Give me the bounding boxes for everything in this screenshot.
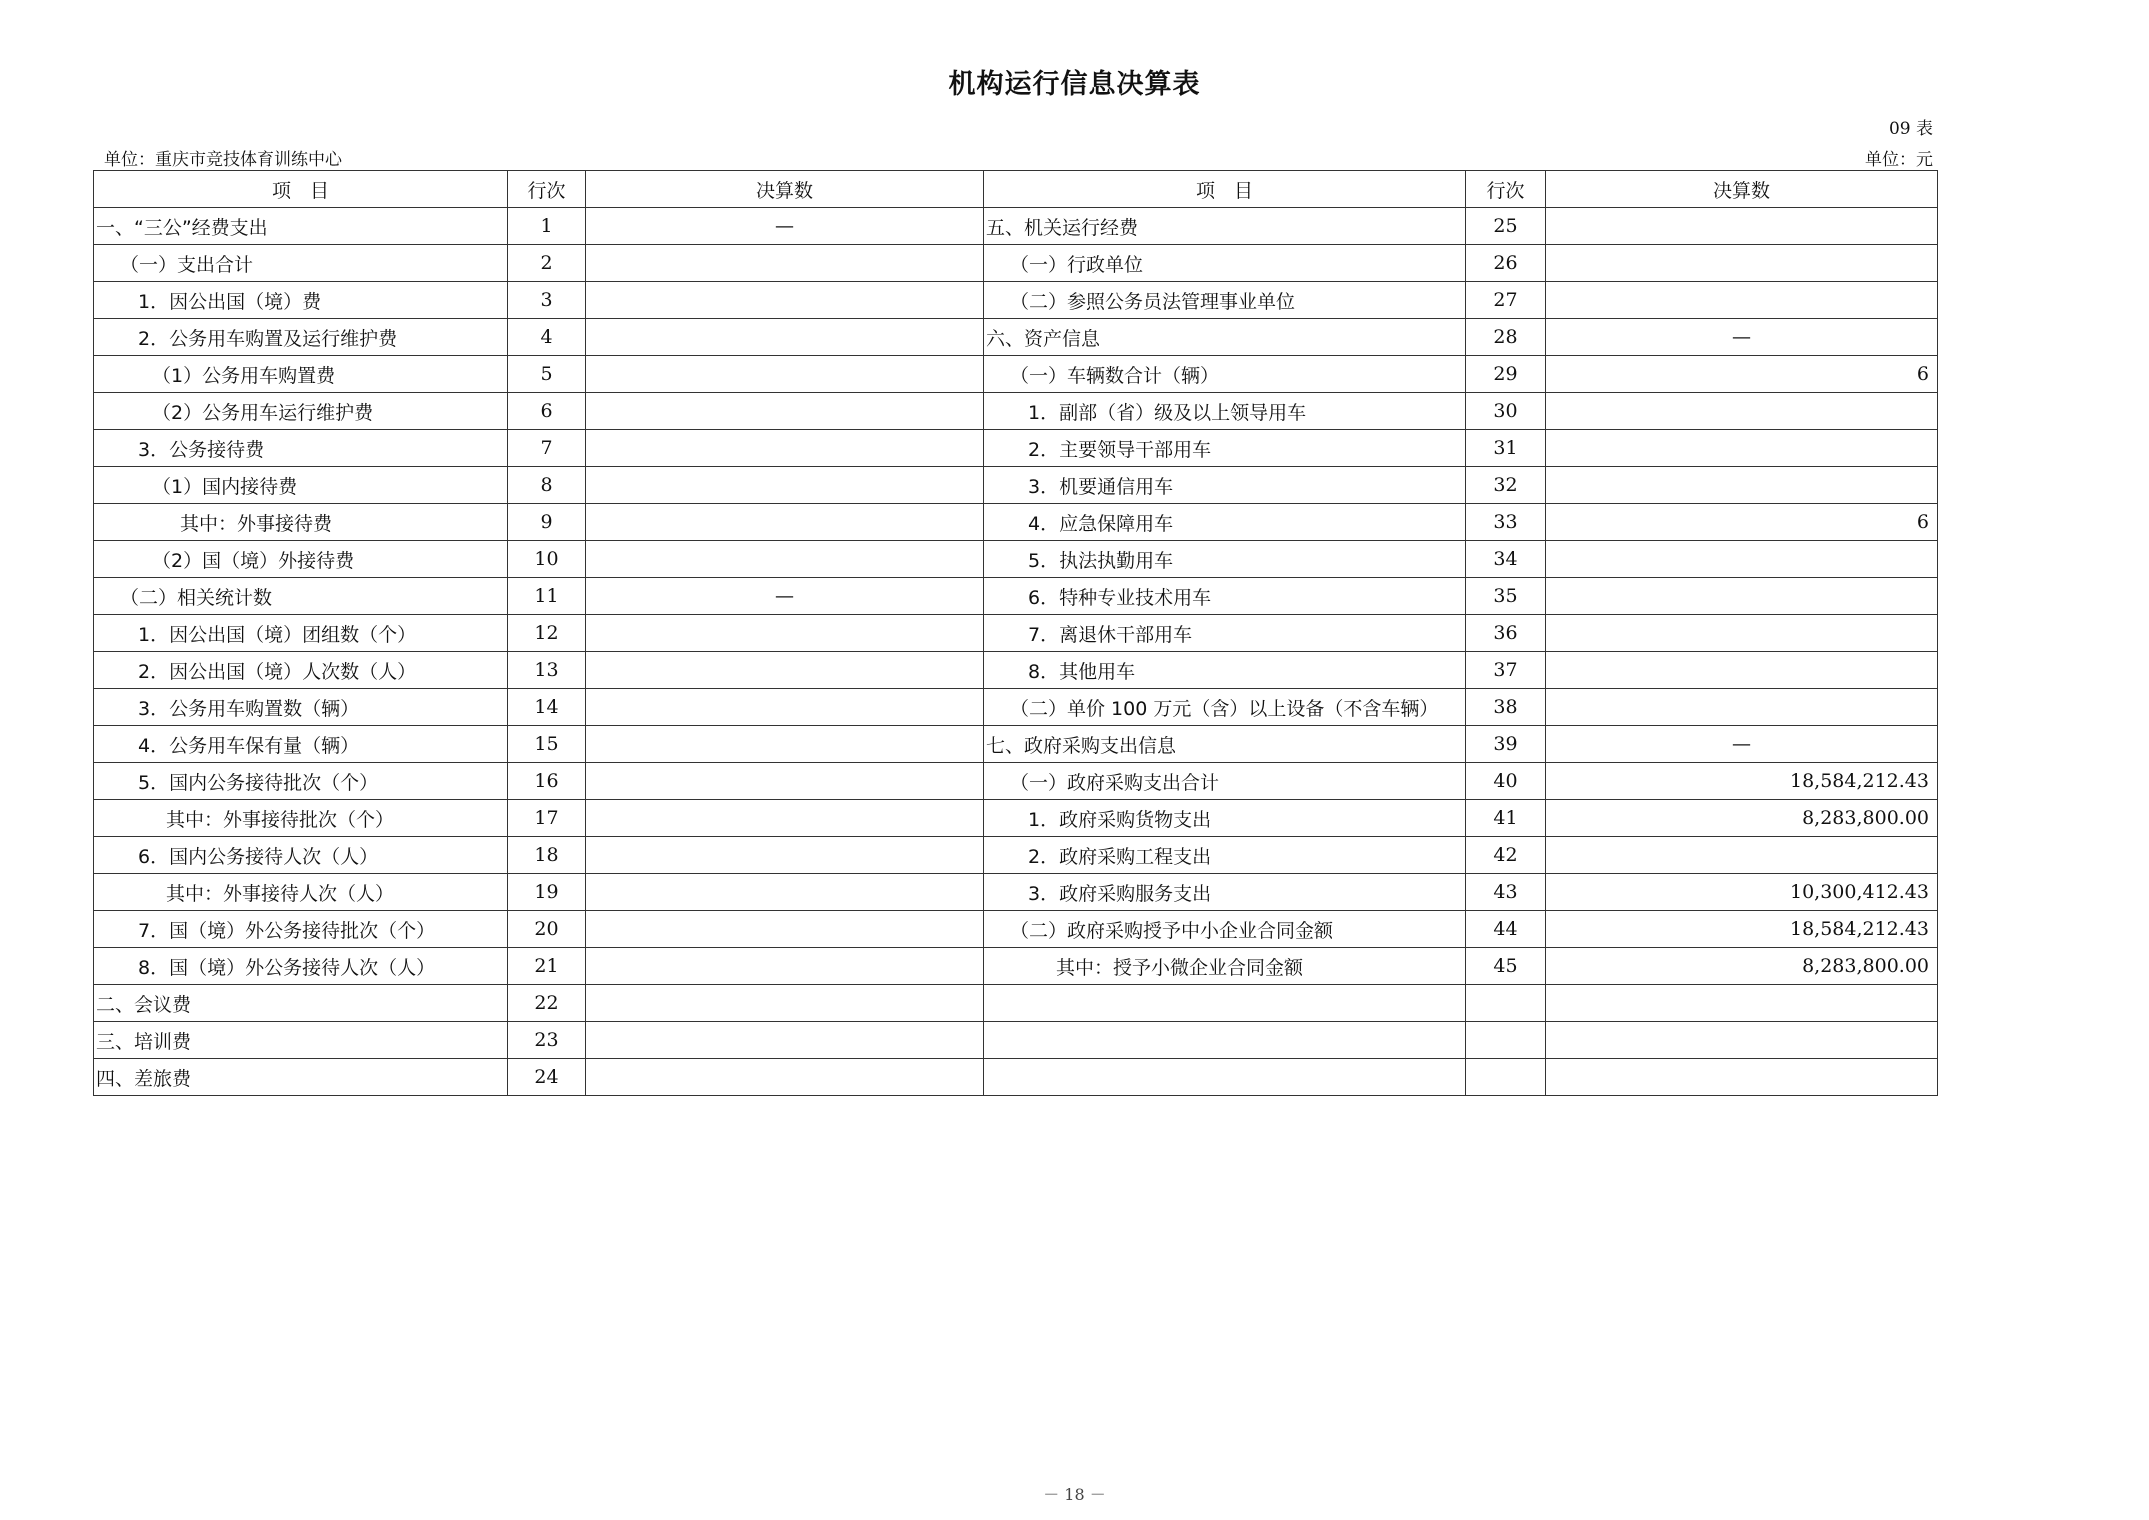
page-number: － 18 － [1043,1485,1106,1504]
row-amount-left [586,393,984,430]
row-amount-left [586,911,984,948]
row-amount-right [1546,578,1938,615]
row-amount-right [1546,837,1938,874]
row-item-right: （二）单价 100 万元（含）以上设备（不含车辆） [984,689,1466,726]
row-amount-right: 18,584,212.43 [1546,911,1938,948]
row-amount-left [586,430,984,467]
row-number-right: 37 [1466,652,1546,689]
row-item-left: 其中：外事接待人次（人） [94,874,508,911]
table-row [94,726,1938,763]
row-amount-left: — [586,578,984,615]
table-row [94,393,1938,430]
row-number-left: 2 [508,245,586,282]
row-number-left: 22 [508,985,586,1022]
row-number-left: 24 [508,1059,586,1096]
row-item-left: 3．公务接待费 [94,430,508,467]
row-amount-left [586,467,984,504]
row-amount-right: — [1546,319,1938,356]
row-item-right: 2．主要领导干部用车 [984,430,1466,467]
row-item-right: 七、政府采购支出信息 [984,726,1466,763]
row-number-left: 16 [508,763,586,800]
table-row [94,1059,1938,1096]
row-number-right: 36 [1466,615,1546,652]
row-number-right: 38 [1466,689,1546,726]
row-item-left: 1．因公出国（境）团组数（个） [94,615,508,652]
row-number-right: 40 [1466,763,1546,800]
row-amount-right [1546,282,1938,319]
table-row [94,541,1938,578]
row-item-left: 8．国（境）外公务接待人次（人） [94,948,508,985]
row-amount-left [586,282,984,319]
row-item-left: 三、培训费 [94,1022,508,1059]
row-item-left: 2．因公出国（境）人次数（人） [94,652,508,689]
row-number-left: 8 [508,467,586,504]
row-amount-left [586,948,984,985]
row-amount-left [586,1059,984,1096]
row-item-left: 2．公务用车购置及运行维护费 [94,319,508,356]
row-number-right: 25 [1466,208,1546,245]
row-number-right: 43 [1466,874,1546,911]
row-number-right: 27 [1466,282,1546,319]
table-row [94,430,1938,467]
row-amount-left [586,763,984,800]
row-item-right: 4．应急保障用车 [984,504,1466,541]
row-number-right: 42 [1466,837,1546,874]
row-number-left: 3 [508,282,586,319]
row-item-right: 2．政府采购工程支出 [984,837,1466,874]
table-row [94,689,1938,726]
row-number-left: 23 [508,1022,586,1059]
row-number-left: 21 [508,948,586,985]
row-number-left: 20 [508,911,586,948]
row-number-left: 18 [508,837,586,874]
row-number-right: 35 [1466,578,1546,615]
row-item-right: （一）行政单位 [984,245,1466,282]
row-amount-right [1546,985,1938,1022]
row-item-left: 一、“三公”经费支出 [94,208,508,245]
table-row [94,578,1938,615]
row-amount-right: 6 [1546,504,1938,541]
row-amount-right [1546,430,1938,467]
header-item-left: 项 目 [94,171,508,208]
table-row [94,837,1938,874]
row-number-left: 11 [508,578,586,615]
row-item-right: 5．执法执勤用车 [984,541,1466,578]
table-row [94,504,1938,541]
row-number-left: 14 [508,689,586,726]
header-row-left: 行次 [508,171,586,208]
table-row [94,652,1938,689]
row-item-right: （一）车辆数合计（辆） [984,356,1466,393]
table-header-row [94,171,1938,208]
row-item-right: 3．机要通信用车 [984,467,1466,504]
row-amount-left [586,837,984,874]
table-row [94,948,1938,985]
table-row [94,356,1938,393]
row-item-right: （二）参照公务员法管理事业单位 [984,282,1466,319]
row-number-left: 7 [508,430,586,467]
row-amount-right: 8,283,800.00 [1546,800,1938,837]
row-item-right [984,985,1466,1022]
header-amount-right: 决算数 [1546,171,1938,208]
row-item-left: 其中：外事接待费 [94,504,508,541]
row-number-right: 29 [1466,356,1546,393]
table-row [94,208,1938,245]
row-amount-left [586,652,984,689]
table-row [94,874,1938,911]
row-amount-right [1546,615,1938,652]
row-number-right [1466,1059,1546,1096]
currency-unit: 单位：元 [1865,150,1933,170]
row-item-left: （一）支出合计 [94,245,508,282]
table-row [94,282,1938,319]
row-item-left: （2）公务用车运行维护费 [94,393,508,430]
table-row [94,615,1938,652]
row-number-right: 31 [1466,430,1546,467]
row-item-left: 5．国内公务接待批次（个） [94,763,508,800]
row-amount-left [586,615,984,652]
table-row [94,763,1938,800]
table-number: 09 表 [1888,119,1933,139]
row-number-right: 41 [1466,800,1546,837]
row-amount-right [1546,652,1938,689]
row-amount-left: — [586,208,984,245]
reporting-unit: 单位：重庆市竞技体育训练中心 [104,150,342,170]
row-item-left: （2）国（境）外接待费 [94,541,508,578]
row-amount-right [1546,1022,1938,1059]
row-amount-right [1546,541,1938,578]
row-item-right: 1．副部（省）级及以上领导用车 [984,393,1466,430]
row-amount-right: — [1546,726,1938,763]
page-title: 机构运行信息决算表 [948,69,1201,100]
row-amount-right: 6 [1546,356,1938,393]
row-number-right: 34 [1466,541,1546,578]
header-row-right: 行次 [1466,171,1546,208]
row-item-right: （一）政府采购支出合计 [984,763,1466,800]
row-number-left: 12 [508,615,586,652]
row-item-right: 五、机关运行经费 [984,208,1466,245]
row-number-left: 4 [508,319,586,356]
row-amount-right: 8,283,800.00 [1546,948,1938,985]
row-item-right: 六、资产信息 [984,319,1466,356]
row-number-right [1466,1022,1546,1059]
row-amount-right [1546,467,1938,504]
row-number-left: 5 [508,356,586,393]
table-row [94,245,1938,282]
row-item-left: （二）相关统计数 [94,578,508,615]
row-item-right: 其中：授予小微企业合同金额 [984,948,1466,985]
row-item-left: 7．国（境）外公务接待批次（个） [94,911,508,948]
row-item-right: 3．政府采购服务支出 [984,874,1466,911]
row-amount-left [586,985,984,1022]
row-item-left: 6．国内公务接待人次（人） [94,837,508,874]
table-row [94,985,1938,1022]
row-amount-left [586,319,984,356]
row-amount-right [1546,393,1938,430]
table-row [94,319,1938,356]
row-item-right [984,1059,1466,1096]
row-number-right: 26 [1466,245,1546,282]
row-number-right: 32 [1466,467,1546,504]
row-item-left: 二、会议费 [94,985,508,1022]
row-amount-left [586,541,984,578]
row-number-right: 44 [1466,911,1546,948]
budget-table [93,170,1938,1096]
row-number-left: 6 [508,393,586,430]
header-amount-left: 决算数 [586,171,984,208]
row-item-right: 6．特种专业技术用车 [984,578,1466,615]
row-amount-right [1546,689,1938,726]
row-amount-left [586,504,984,541]
row-number-right: 30 [1466,393,1546,430]
row-amount-right [1546,208,1938,245]
table-row [94,467,1938,504]
row-number-left: 9 [508,504,586,541]
row-amount-right: 10,300,412.43 [1546,874,1938,911]
row-amount-left [586,800,984,837]
row-item-left: 四、差旅费 [94,1059,508,1096]
row-amount-left [586,689,984,726]
header-item-right: 项 目 [984,171,1466,208]
row-item-left: 其中：外事接待批次（个） [94,800,508,837]
row-number-left: 13 [508,652,586,689]
row-number-left: 10 [508,541,586,578]
row-number-left: 19 [508,874,586,911]
table-row [94,911,1938,948]
row-item-left: 1．因公出国（境）费 [94,282,508,319]
row-item-left: 4．公务用车保有量（辆） [94,726,508,763]
row-item-right: 1．政府采购货物支出 [984,800,1466,837]
table-body [94,208,1938,1096]
row-number-right: 28 [1466,319,1546,356]
row-number-right: 39 [1466,726,1546,763]
row-amount-left [586,874,984,911]
table-row [94,1022,1938,1059]
row-item-right: 8．其他用车 [984,652,1466,689]
row-amount-right [1546,245,1938,282]
row-amount-left [586,245,984,282]
row-number-left: 17 [508,800,586,837]
row-amount-left [586,726,984,763]
row-amount-right [1546,1059,1938,1096]
row-item-right: 7．离退休干部用车 [984,615,1466,652]
row-number-left: 15 [508,726,586,763]
row-amount-left [586,356,984,393]
table-row [94,800,1938,837]
row-item-left: （1）国内接待费 [94,467,508,504]
row-item-right [984,1022,1466,1059]
row-number-left: 1 [508,208,586,245]
row-amount-right: 18,584,212.43 [1546,763,1938,800]
row-item-left: 3．公务用车购置数（辆） [94,689,508,726]
row-number-right: 45 [1466,948,1546,985]
row-number-right [1466,985,1546,1022]
row-amount-left [586,1022,984,1059]
row-item-right: （二）政府采购授予中小企业合同金额 [984,911,1466,948]
row-item-left: （1）公务用车购置费 [94,356,508,393]
row-number-right: 33 [1466,504,1546,541]
